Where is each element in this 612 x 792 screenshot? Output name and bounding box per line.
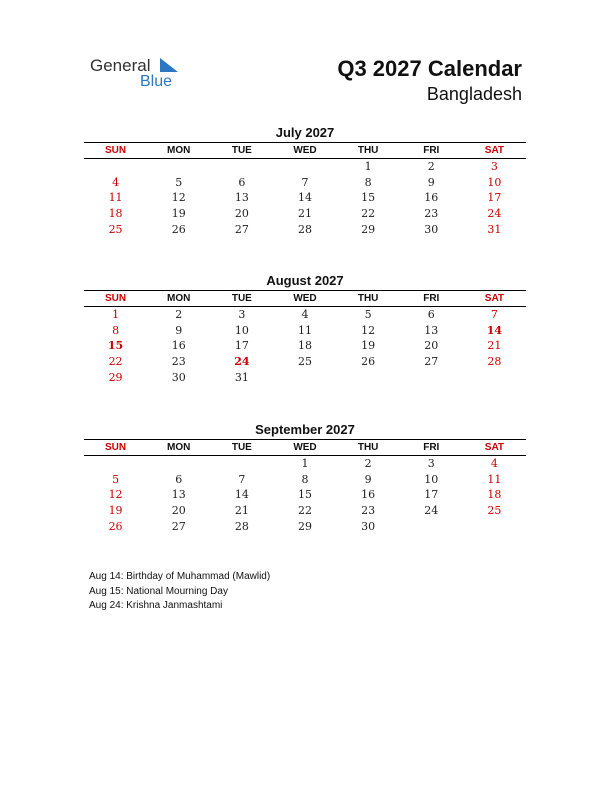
day-cell: 23 <box>424 207 439 221</box>
day-cell: 3 <box>238 308 246 321</box>
week-row <box>84 338 526 354</box>
weekday-mon: MON <box>167 145 191 156</box>
day-cell: 22 <box>297 504 312 518</box>
day-cell: 18 <box>487 488 502 502</box>
day-cell: 26 <box>171 222 186 236</box>
day-cell: 4 <box>301 308 309 321</box>
day-cell: 20 <box>424 339 439 353</box>
day-cell: 29 <box>108 370 123 384</box>
day-cell: 15 <box>361 191 376 205</box>
day-cell: 21 <box>234 504 249 518</box>
day-cell: 26 <box>361 355 376 369</box>
day-cell: 19 <box>171 207 186 221</box>
day-cell: 17 <box>487 191 502 205</box>
day-cell: 14 <box>297 191 312 205</box>
day-cell: 6 <box>238 175 246 189</box>
day-cell: 9 <box>427 175 435 189</box>
month-july <box>84 124 526 237</box>
day-cell: 20 <box>171 504 186 518</box>
day-cell: 13 <box>171 488 186 502</box>
empty-day-cell <box>463 370 526 386</box>
day-cell: 24 <box>234 355 250 369</box>
weekday-sun: SUN <box>105 145 127 156</box>
weekday-mon: MON <box>167 442 191 453</box>
weekday-sat: SAT <box>484 293 505 304</box>
day-cell: 31 <box>234 370 249 384</box>
weekday-fri: FRI <box>423 293 440 304</box>
day-cell: 2 <box>364 457 372 470</box>
day-cell: 12 <box>108 488 123 502</box>
day-cell: 23 <box>361 504 376 518</box>
day-cell: 15 <box>107 339 124 353</box>
holiday-note: Aug 24: Krishna Janmashtami <box>89 600 223 611</box>
week-row <box>84 503 526 519</box>
day-cell: 1 <box>112 308 120 321</box>
month-september <box>84 421 526 534</box>
day-cell: 6 <box>175 472 183 486</box>
empty-day-cell <box>400 519 463 535</box>
day-cell: 4 <box>112 175 120 189</box>
day-cell: 5 <box>112 472 120 486</box>
day-cell: 11 <box>487 472 502 486</box>
week-row <box>84 206 526 222</box>
weekday-wed: WED <box>293 293 317 304</box>
day-cell: 1 <box>301 457 309 470</box>
day-cell: 10 <box>487 175 502 189</box>
day-cell: 5 <box>175 175 183 189</box>
week-row <box>84 307 526 323</box>
day-cell: 16 <box>171 339 186 353</box>
day-cell: 12 <box>171 191 186 205</box>
logo-word-general: General <box>90 56 151 75</box>
day-cell: 25 <box>108 222 123 236</box>
month-grid <box>84 456 526 534</box>
weekday-header <box>84 142 526 159</box>
weekday-wed: WED <box>293 145 317 156</box>
day-cell: 14 <box>486 323 503 337</box>
weekday-thu: THU <box>357 145 379 156</box>
day-cell: 18 <box>108 207 123 221</box>
empty-day-cell <box>84 456 147 472</box>
day-cell: 8 <box>301 472 309 486</box>
weekday-header <box>84 439 526 456</box>
weekday-wed: WED <box>293 442 317 453</box>
empty-day-cell <box>400 370 463 386</box>
day-cell: 13 <box>234 191 249 205</box>
empty-day-cell <box>463 519 526 535</box>
day-cell: 30 <box>171 370 186 384</box>
page-title: Q3 2027 Calendar <box>337 56 522 81</box>
day-cell: 8 <box>364 175 372 189</box>
week-row <box>84 487 526 503</box>
day-cell: 19 <box>108 504 123 518</box>
day-cell: 20 <box>234 207 249 221</box>
day-cell: 31 <box>487 222 502 236</box>
day-cell: 17 <box>234 339 249 353</box>
empty-day-cell <box>273 159 336 175</box>
logo-word-blue: Blue <box>140 73 173 90</box>
weekday-sun: SUN <box>105 442 127 453</box>
weekday-sat: SAT <box>484 442 505 453</box>
day-cell: 7 <box>301 175 309 189</box>
day-cell: 28 <box>234 519 249 533</box>
day-cell: 29 <box>361 222 376 236</box>
day-cell: 11 <box>108 191 123 205</box>
day-cell: 8 <box>112 323 120 337</box>
day-cell: 7 <box>238 472 246 486</box>
day-cell: 26 <box>108 519 123 533</box>
day-cell: 22 <box>108 355 123 369</box>
day-cell: 19 <box>361 339 376 353</box>
holiday-notes <box>89 570 270 614</box>
week-row <box>84 159 526 175</box>
day-cell: 12 <box>361 323 376 337</box>
day-cell: 27 <box>234 222 249 236</box>
day-cell: 2 <box>427 160 435 173</box>
weekday-header <box>84 290 526 307</box>
day-cell: 15 <box>297 488 312 502</box>
day-cell: 27 <box>171 519 186 533</box>
empty-day-cell <box>210 456 273 472</box>
weekday-tue: TUE <box>231 145 252 156</box>
day-cell: 28 <box>487 355 502 369</box>
month-title: September 2027 <box>255 422 355 437</box>
day-cell: 5 <box>364 308 372 321</box>
week-row <box>84 175 526 191</box>
holiday-note: Aug 15: National Mourning Day <box>89 585 228 597</box>
day-cell: 10 <box>424 472 439 486</box>
day-cell: 4 <box>490 457 498 470</box>
logo-triangle-icon <box>160 58 178 72</box>
week-row <box>84 456 526 472</box>
day-cell: 25 <box>297 355 312 369</box>
day-cell: 3 <box>490 160 498 173</box>
day-cell: 13 <box>424 323 439 337</box>
day-cell: 10 <box>234 323 249 337</box>
day-cell: 6 <box>427 308 435 321</box>
day-cell: 29 <box>297 519 312 533</box>
day-cell: 21 <box>297 207 312 221</box>
weekday-tue: TUE <box>231 293 252 304</box>
month-grid <box>84 307 526 385</box>
country-subtitle: Bangladesh <box>426 84 522 104</box>
day-cell: 16 <box>424 191 439 205</box>
week-row <box>84 222 526 238</box>
day-cell: 25 <box>487 504 502 518</box>
week-row <box>84 354 526 370</box>
month-grid <box>84 159 526 237</box>
day-cell: 18 <box>297 339 312 353</box>
day-cell: 28 <box>297 222 312 236</box>
day-cell: 22 <box>361 207 376 221</box>
day-cell: 24 <box>424 504 439 518</box>
day-cell: 9 <box>364 472 372 486</box>
month-title: July 2027 <box>275 125 335 140</box>
empty-day-cell <box>147 159 210 175</box>
month-august <box>84 272 526 385</box>
month-title: August 2027 <box>266 273 344 288</box>
day-cell: 11 <box>297 323 312 337</box>
day-cell: 9 <box>175 323 183 337</box>
empty-day-cell <box>147 456 210 472</box>
weekday-thu: THU <box>357 442 379 453</box>
empty-day-cell <box>273 370 336 386</box>
day-cell: 27 <box>424 355 439 369</box>
empty-day-cell <box>210 159 273 175</box>
week-row <box>84 370 526 386</box>
day-cell: 30 <box>361 519 376 533</box>
day-cell: 21 <box>487 339 502 353</box>
day-cell: 17 <box>424 488 439 502</box>
day-cell: 2 <box>175 308 183 321</box>
day-cell: 30 <box>424 222 439 236</box>
week-row <box>84 472 526 488</box>
week-row <box>84 519 526 535</box>
weekday-thu: THU <box>357 293 379 304</box>
day-cell: 14 <box>234 488 249 502</box>
day-cell: 7 <box>490 308 498 321</box>
day-cell: 1 <box>364 160 372 173</box>
week-row <box>84 190 526 206</box>
day-cell: 16 <box>361 488 376 502</box>
empty-day-cell <box>337 370 400 386</box>
day-cell: 23 <box>171 355 186 369</box>
week-row <box>84 323 526 339</box>
weekday-sun: SUN <box>105 293 127 304</box>
empty-day-cell <box>84 159 147 175</box>
day-cell: 24 <box>487 207 502 221</box>
generalblue-logo <box>90 56 190 96</box>
weekday-fri: FRI <box>423 145 440 156</box>
day-cell: 3 <box>427 457 435 470</box>
weekday-mon: MON <box>167 293 191 304</box>
weekday-sat: SAT <box>484 145 505 156</box>
weekday-tue: TUE <box>231 442 252 453</box>
weekday-fri: FRI <box>423 442 440 453</box>
holiday-note: Aug 14: Birthday of Muhammad (Mawlid) <box>89 571 271 582</box>
